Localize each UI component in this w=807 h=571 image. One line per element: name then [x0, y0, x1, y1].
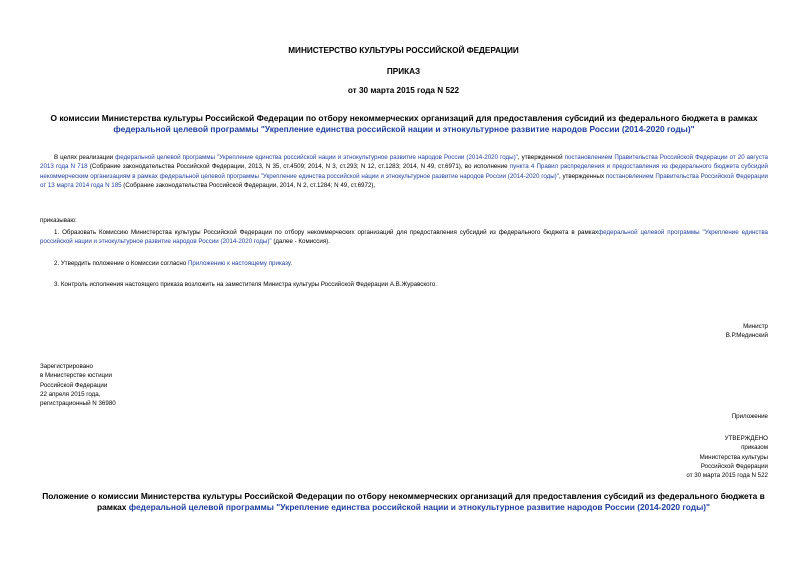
- regulation-title-text: Положение о комиссии Министерства культуры Российской Федерации по отбору некоммерческих организаций для предоставления субсидий из федерального бюджета в рамках: [42, 491, 765, 512]
- registration-line-3: Российской Федерации: [40, 381, 108, 389]
- item-1-text: 1. Образовать Комиссию Министерства культуры Российской Федерации по отбору некоммерческих организаций для предоставления субсидий из федерального бюджета в рамках: [54, 229, 599, 236]
- ministry-heading: МИНИСТЕРСТВО КУЛЬТУРЫ РОССИЙСКОЙ ФЕДЕРАЦИИ: [288, 46, 519, 55]
- registration-line-2: в Министерстве юстиции: [40, 372, 113, 380]
- regulation-program-link[interactable]: федеральной целевой программы "Укрепление единства российской нации и этнокультурное развитие народов России (2014-2020 годы)": [128, 502, 711, 512]
- document-title: [46, 113, 762, 135]
- order-item-3: 3. Контроль исполнения настоящего приказа возложить на заместителя Министра культуры Российской Федерации А.В.Журавского.: [54, 281, 437, 288]
- registration-line-5: регистрационный N 36980: [40, 400, 116, 408]
- document-type: ПРИКАЗ: [386, 67, 421, 76]
- registration-line-4: 22 апреля 2015 года,: [40, 390, 101, 398]
- preamble-text-5: (Собрание законодательства Российской Федерации, 2014, N 2, ст.1284; N 49, ст.6972),: [121, 181, 376, 189]
- registration-line-1: Зарегистрировано: [40, 363, 93, 370]
- appendix-label: Приложение: [731, 413, 768, 420]
- order-item-2: [54, 259, 768, 268]
- preamble-paragraph: [40, 153, 768, 190]
- appendix-approval-block: [686, 434, 768, 480]
- item-2-tail: .: [290, 260, 293, 267]
- preamble-resolution-718-link[interactable]: постановлением Правительства Российской Федерации от 20 августа 2013 года N 718: [40, 154, 768, 171]
- document-date-number: от 30 марта 2015 года N 522: [347, 86, 460, 95]
- appendix-line-3: Российской Федерации: [700, 462, 768, 470]
- signature-name: В.Р.Мединский: [725, 332, 768, 339]
- item-2-appendix-link[interactable]: Приложению к настоящему приказу: [187, 260, 291, 267]
- appendix-approved: УТВЕРЖДЕНО: [724, 435, 768, 442]
- order-item-1: [40, 228, 768, 247]
- item-2-text: 2. Утвердить положение о Комиссии согласно: [54, 260, 188, 267]
- preamble-text-3: (Собрание законодательства Российской Федерации, 2013, N 35, ст.4509; 2014, N 3, ст.293; N 12, ст.1283; 2014, N 49, ст.6971), во исполнение: [87, 163, 510, 171]
- appendix-line-4: от 30 марта 2015 года N 522: [686, 472, 768, 480]
- preamble-program-link[interactable]: федеральной целевой программы "Укрепление единства российской нации и этнокультурное развитие народов России (2014-2020 годы)": [115, 154, 518, 161]
- preamble-text-2: , утвержденной: [517, 154, 565, 161]
- order-word: приказываю:: [40, 217, 77, 224]
- item-1-program-link[interactable]: федеральной целевой программы "Укрепление единства российской нации и этнокультурное развитие народов России (2014-2020 годы)": [40, 229, 768, 246]
- regulation-title: [40, 491, 767, 513]
- preamble-rules-link[interactable]: пункта 4 Правил распределения и предоставления из федерального бюджета субсидий некоммерческим организациям в рамках федеральной целевой программы "Укрепление единства российской нации и этнокультурное развитие народов России (2014-2020 годы)": [40, 163, 768, 180]
- signature-position: Министр: [743, 323, 768, 330]
- title-text: О комиссии Министерства культуры Российской Федерации по отбору некоммерческих организаций для предоставления субсидий из федерального бюджета в рамках: [50, 113, 758, 123]
- title-program-link[interactable]: федеральной целевой программы "Укрепление единства российской нации и этнокультурное развитие народов России (2014-2020 годы)": [113, 124, 695, 134]
- preamble-text-1: В целях реализации: [54, 154, 116, 161]
- preamble-resolution-185-link[interactable]: постановлением Правительства Российской Федерации от 13 марта 2014 года N 185: [40, 172, 768, 189]
- preamble-text-4: , утвержденных: [558, 172, 606, 180]
- appendix-line-1: приказом: [741, 444, 768, 452]
- registration-block: [40, 362, 116, 408]
- item-1-tail: (далее - Комиссия).: [271, 238, 330, 246]
- appendix-line-2: Министерства культуры: [699, 453, 768, 461]
